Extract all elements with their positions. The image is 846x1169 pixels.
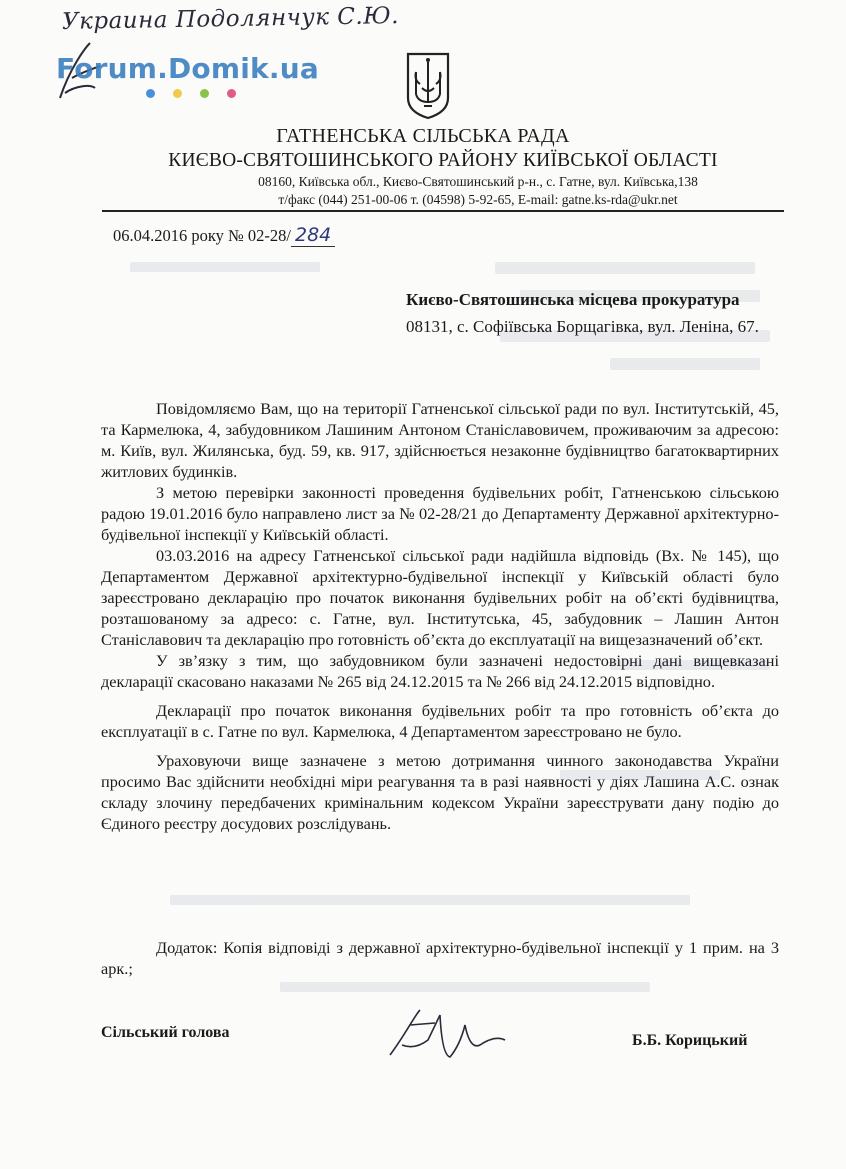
organization-district: КИЄВО-СВЯТОШИНСЬКОГО РАЙОНУ КИЇВСЬКОЇ ОБЛАСТІ [168, 150, 718, 171]
body-paragraph: З метою перевірки законності проведення будівельних робіт, Гатненською сільською радою 19.01.2016 було направлено лист за № 02-28/21 до Департаменту Державної архітектурно-будівельної інспекції у Київській області. [101, 483, 779, 544]
body-paragraph: Декларації про початок виконання будівельних робіт та про готовність об’єкта до експлуатації в с. Гатне по вул. Кармелюка, 4 Департаментом зареєстровано не було. [101, 701, 779, 741]
coat-of-arms-emblem [403, 50, 453, 120]
body-paragraph: 03.03.2016 на адресу Гатненської сільської ради надійшла відповідь (Вх. № 145), що Департаментом Державної архітектурно-будівельної інспекції у Київській області було зареєстровано декларацію про початок виконання будівельних робіт на об’єкті будівництва, розташованому за адресо: с. Гатне, вул. Інститутська, 45, забудовник – Лашин Антон Станіславович та декларацію про готовність об’єкта до експлуатації на вищезазначений об’єкт. [101, 546, 779, 649]
handwritten-registration-number: 284 [291, 224, 335, 247]
body-paragraph: У зв’язку з тим, що забудовником були зазначені недостовірні дані вищевказані декларації скасовано наказами № 265 від 24.12.2015 та № 266 від 24.12.2015 відповідно. [101, 651, 779, 691]
recipient-address: 08131, с. Софіївська Борщагівка, вул. Леніна, 67. [406, 317, 759, 336]
body-paragraph: Ураховуючи вище зазначене з метою дотримання чинного законодавства України просимо Вас здійснити необхідні міри реагування та в разі наявності у діях Лашина А.С. ознак складу злочину передбачених кримінальним кодексом України зареєструвати дану подію до Єдиного реєстру досудових розслідувань. [101, 751, 779, 833]
body-paragraph: Повідомляємо Вам, що на території Гатненської сільської ради по вул. Інститутській, 45, та Кармелюка, 4, забудовником Лашиним Антоном Станіславовичем, проживаючим за адресою: м. Київ, вул. Жилянська, буд. 59, кв. 917, здійснюється незаконне будівництво багатоквартирних житлових будинків. [101, 399, 779, 481]
signatory-title: Сільський голова [101, 1024, 230, 1041]
watermark-dot [146, 89, 155, 98]
watermark-dot [200, 89, 209, 98]
watermark-dot [173, 89, 182, 98]
watermark-dot [227, 89, 236, 98]
registration-line [113, 224, 335, 246]
registration-date-number: 06.04.2016 року № 02-28/ [113, 226, 291, 245]
handwritten-note: Украина Подолянчук С.Ю. [61, 3, 400, 35]
letterhead-address: 08160, Київська обл., Києво-Святошинський р-н., с. Гатне, вул. Київська,138 [258, 174, 698, 189]
recipient-name: Києво-Святошинська місцева прокуратура [406, 290, 740, 309]
handwritten-signature [380, 995, 540, 1075]
letter-body [101, 398, 779, 834]
attachment-note [101, 937, 779, 979]
letterhead-divider [102, 210, 784, 212]
organization-name: ГАТНЕНСЬКА СІЛЬСЬКА РАДА [276, 125, 570, 147]
attachment-text: Додаток: Копія відповіді з державної архітектурно-будівельної інспекції у 1 прим. на 3 арк.; [101, 938, 779, 978]
site-watermark: Forum.Domik.ua [56, 52, 319, 85]
signatory-name: Б.Б. Корицький [632, 1032, 748, 1049]
letterhead-contacts: т/факс (044) 251-00-06 т. (04598) 5-92-65, E-mail: gatne.ks-rda@ukr.net [278, 192, 678, 207]
watermark-dots [146, 89, 236, 98]
